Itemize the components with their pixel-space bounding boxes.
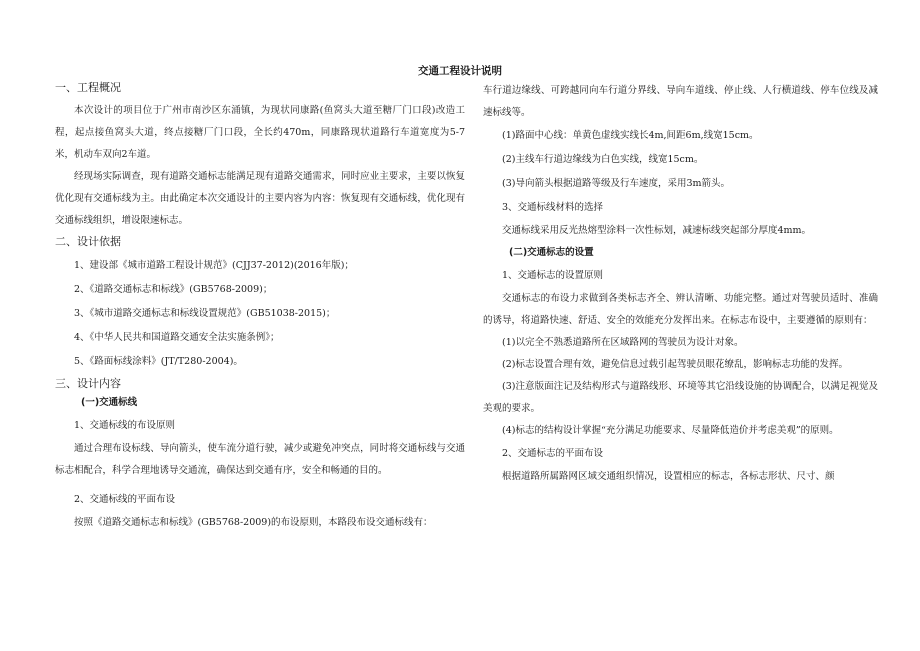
section-heading-overview: 一、工程概况 [55,81,121,94]
reference-item: 2、《道路交通标志和标线》(GB5768-2009)； [74,284,273,295]
line-item: (3)导向箭头根据道路等级及行车速度，采用3m箭头。 [502,178,731,189]
section-heading-content: 三、设计内容 [55,377,121,390]
line-item: (1)路面中心线：单黄色虚线实线长4m,间距6m,线宽15cm。 [502,130,759,141]
paragraph: 交通标线采用反光热熔型涂料一次性标划，减速标线突起部分厚度4mm。 [502,225,812,236]
line-item: (2)主线车行道边缘线为白色实线，线宽15cm。 [502,154,704,165]
paragraph: 通过合理布设标线、导向箭头，使车流分道行驶，减少或避免冲突点，同时将交通标线与交通标志相配合，科学合理地诱导交通流，确保达到交通有序，安全和畅通的目的。 [55,443,465,476]
reference-item: 5、《路面标线涂料》(JT/T280-2004)。 [74,356,243,367]
paragraph: 车行道边缘线、可跨越同向车行道分界线、导向车道线、停止线、人行横道线、停车位线及减速标线等。 [483,85,878,118]
paragraph: 按照《道路交通标志和标线》(GB5768-2009)的布设原则，本路段布设交通标线有： [74,517,433,528]
paragraph: 交通标志的布设力求做到各类标志齐全、辨认清晰、功能完整。通过对驾驶员适时、准确的诱导，将道路快速、舒适、安全的效能充分发挥出来。在标志布设中，主要遵循的原则有： [483,293,878,326]
paragraph: 经现场实际调查，现有道路交通标志能满足现有道路交通需求，同时应业主要求，主要以恢复优化现有交通标线为主。由此确定本次交通设计的主要内容为内容：恢复现有交通标线，优化现有交通标线组织，增设限速标志。 [55,171,465,226]
paragraph: 本次设计的项目位于广州市南沙区东涌镇，为现状同康路(鱼窝头大道至糖厂门口段)改造工程，起点接鱼窝头大道，终点接糖厂门口段，全长约470m，同康路现状道路行车道宽度为5-7米，机动车双向2车道。 [55,105,465,160]
reference-item: 3、《城市道路交通标志和标线设置规范》(GB51038-2015)； [74,308,336,319]
subsection-heading: (一)交通标线 [81,397,138,408]
reference-item: 4、《中华人民共和国道路交通安全法实施条例》； [74,332,280,343]
item-heading: 2、交通标志的平面布设 [502,448,604,459]
principle-item: (2)标志设置合理有效，避免信息过载引起驾驶员眼花缭乱，影响标志功能的发挥。 [502,359,848,370]
paragraph: 根据道路所属路网区域交通组织情况，设置相应的标志，各标志形状、尺寸、颜 [502,471,835,482]
page-title: 交通工程设计说明 [418,65,502,77]
left-column [55,80,465,534]
item-heading: 1、交通标志的设置原则 [502,270,604,281]
item-heading: 1、交通标线的布设原则 [74,420,176,431]
item-heading: 3、交通标线材料的选择 [502,202,604,213]
item-heading: 2、交通标线的平面布设 [74,494,176,505]
right-column [483,80,878,488]
principle-item: (1)以完全不熟悉道路所在区域路网的驾驶员为设计对象。 [502,337,744,348]
subsection-heading: (二)交通标志的设置 [509,247,594,258]
principle-item: (4)标志的结构设计掌握“充分满足功能要求、尽量降低造价并考虑美观”的原则。 [502,425,839,436]
reference-item: 1、建设部《城市道路工程设计规范》(CJJ37-2012)(2016年版)； [74,260,354,271]
principle-item: (3)注意版面注记及结构形式与道路线形、环境等其它沿线设施的协调配合，以满足视觉及美观的要求。 [483,381,878,414]
section-heading-basis: 二、设计依据 [55,235,121,248]
